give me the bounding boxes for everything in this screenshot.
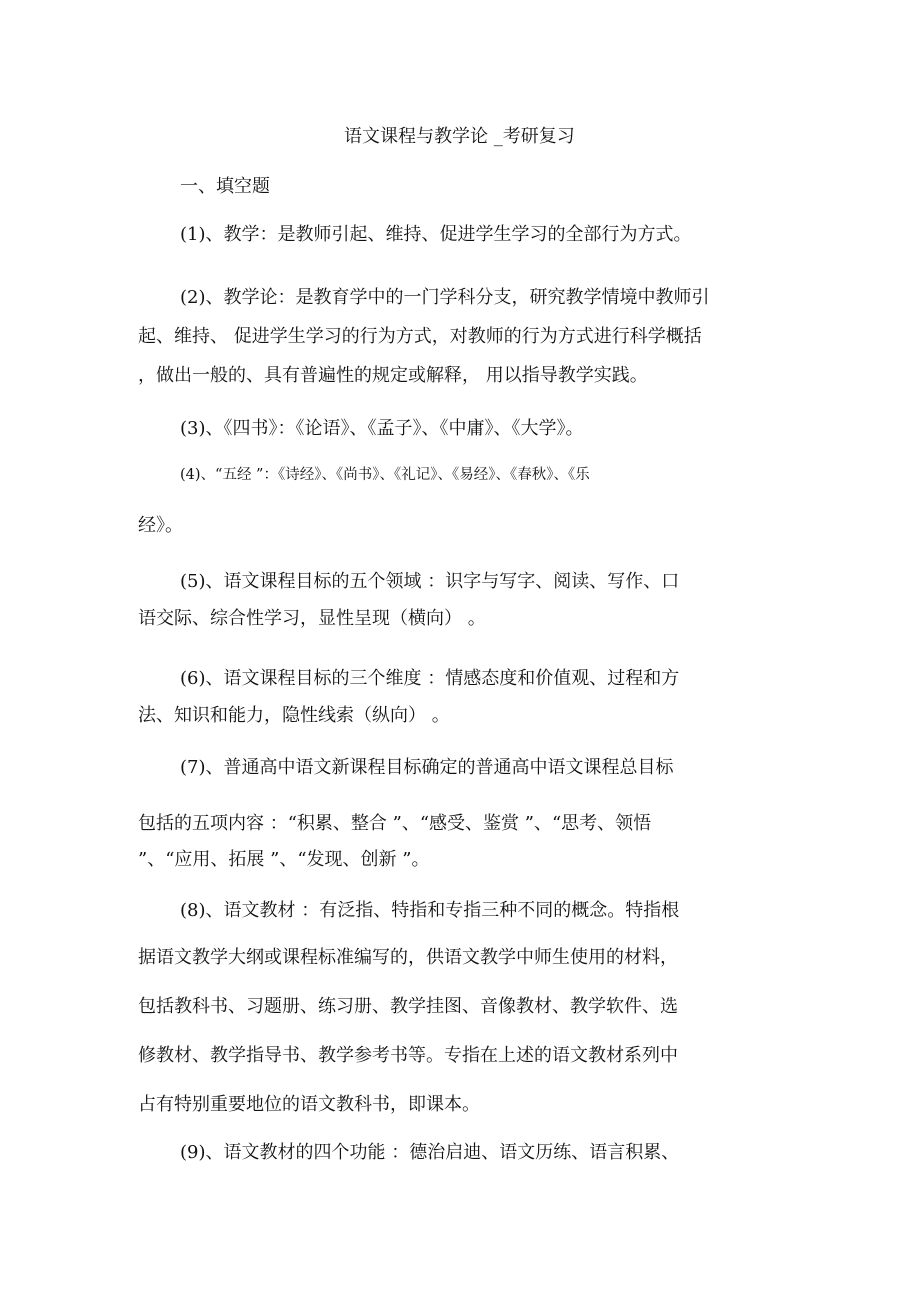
item-5-line-2: 语交际、综合性学习，显性呈现（横向） 。 bbox=[138, 608, 486, 629]
item-8-line-2: 据语文教学大纲或课程标准编写的，供语文教学中师生使用的材料， bbox=[138, 947, 678, 968]
item-2-line-2: 起、维持、 促进学生学习的行为方式，对教师的行为方式进行科学概括 bbox=[138, 326, 702, 347]
item-7-line-1: (7)、普通高中语文新课程目标确定的普通高中语文课程总目标 bbox=[180, 757, 674, 778]
item-5-line-1: (5)、语文课程目标的五个领域 ：识字与写字、阅读、写作、口 bbox=[180, 571, 680, 592]
item-2-line-1: (2)、教学论：是教育学中的一门学科分支，研究教学情境中教师引 bbox=[180, 287, 710, 308]
item-7-line-2: 包括的五项内容 ：“积累、整合 ”、“感受、鉴赏 ”、“思考、领悟 bbox=[138, 813, 652, 834]
item-8-line-5: 占有特别重要地位的语文教科书，即课本。 bbox=[138, 1094, 480, 1115]
item-6-line-1: (6)、语文课程目标的三个维度 ：情感态度和价值观、过程和方 bbox=[180, 668, 680, 689]
item-4-line-2: 经》。 bbox=[138, 515, 183, 536]
item-8-line-4: 修教材、教学指导书、教学参考书等。专指在上述的语文教材系列中 bbox=[138, 1045, 678, 1066]
document-title: 语文课程与教学论 _考研复习 bbox=[344, 126, 575, 147]
item-8-line-1: (8)、语文教材 ：有泛指、特指和专指三种不同的概念。特指根 bbox=[180, 900, 680, 921]
item-1-line-1: (1)、教学：是教师引起、维持、促进学生学习的全部行为方式。 bbox=[180, 224, 692, 245]
item-3-line-1: (3)、《四书》：《论语》、《孟子》、《中庸》、《大学》。 bbox=[180, 418, 584, 439]
item-9-line-1: (9)、语文教材的四个功能 ：德治启迪、语文历练、语言积累、 bbox=[180, 1142, 680, 1163]
item-4-line-1: (4)、“五经 ”：《诗经》、《尚书》、《礼记》、《易经》、《春秋》、《乐 bbox=[180, 467, 590, 483]
item-8-line-3: 包括教科书、习题册、练习册、教学挂图、音像教材、教学软件、选 bbox=[138, 996, 678, 1017]
item-2-line-3: ，做出一般的、具有普遍性的规定或解释， 用以指导教学实践。 bbox=[138, 365, 648, 386]
item-7-line-3: ”、“应用、拓展 ”、“发现、创新 ”。 bbox=[138, 849, 430, 870]
section-heading: 一、填空题 bbox=[180, 176, 270, 197]
item-6-line-2: 法、知识和能力，隐性线索（纵向） 。 bbox=[138, 705, 450, 726]
